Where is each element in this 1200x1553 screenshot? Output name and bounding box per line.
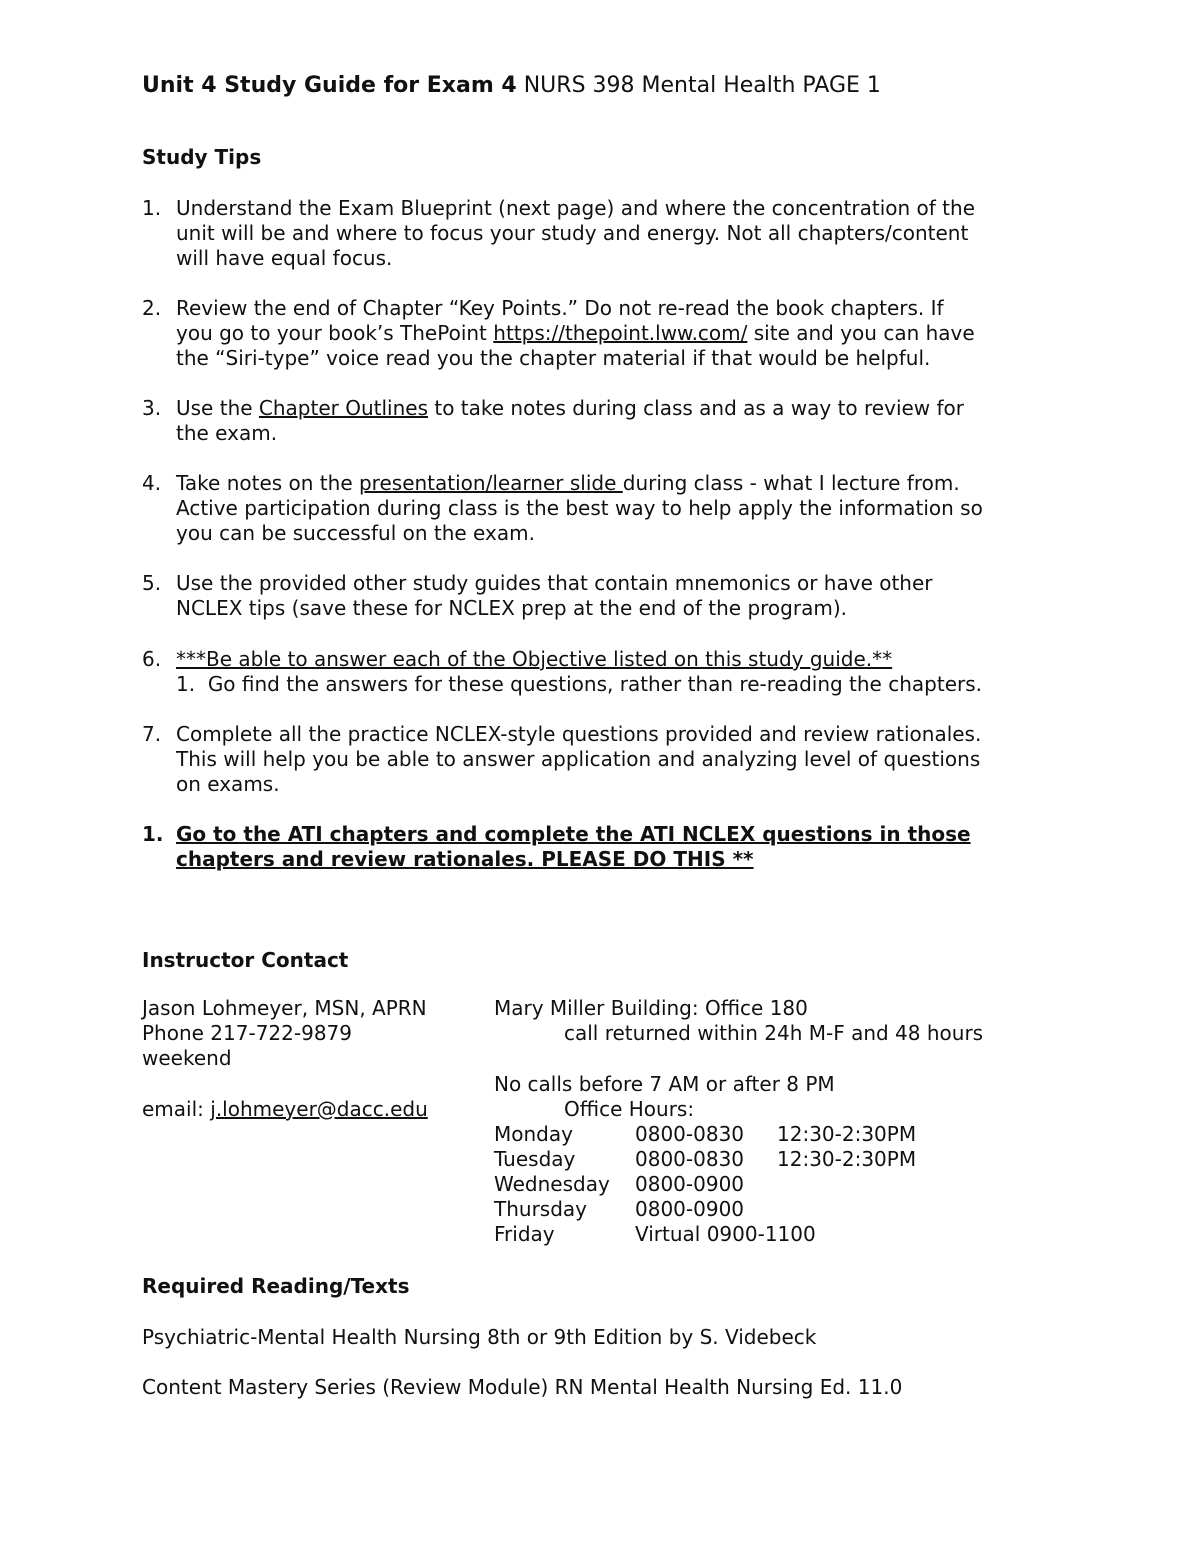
tip-number: 6. bbox=[142, 647, 162, 671]
tip-line bbox=[176, 321, 1057, 346]
reading-text-2: Content Mastery Series (Review Module) RN Mental Health Nursing Ed. 11.0 bbox=[142, 1375, 903, 1399]
office-hours-label: Office Hours: bbox=[564, 1097, 695, 1121]
tip-line: NCLEX tips (save these for NCLEX prep at the end of the program). bbox=[176, 596, 847, 620]
tip-line: Go to the ATI chapters and complete the ATI NCLEX questions in those bbox=[176, 822, 971, 846]
study-tip-4 bbox=[142, 471, 1057, 546]
thepoint-link[interactable]: https://thepoint.lww.com/ bbox=[493, 321, 748, 345]
hours-slot-1: Virtual 0900-1100 bbox=[635, 1222, 816, 1246]
hours-day: Tuesday bbox=[494, 1147, 576, 1171]
tip-line bbox=[176, 471, 1057, 496]
study-tip-7 bbox=[142, 722, 1057, 797]
title-bold: Unit 4 Study Guide for Exam 4 bbox=[142, 73, 517, 98]
email-label: email: bbox=[142, 1097, 211, 1121]
email-link[interactable]: j.lohmeyer@dacc.edu bbox=[210, 1097, 428, 1121]
hours-slot-1: 0800-0830 bbox=[635, 1147, 745, 1171]
tip-line: will have equal focus. bbox=[176, 246, 393, 270]
tip-line: Complete all the practice NCLEX-style questions provided and review rationales. bbox=[176, 722, 982, 746]
study-tip-3 bbox=[142, 396, 1057, 446]
tip-line: the exam. bbox=[176, 421, 278, 445]
tip-line: on exams. bbox=[176, 772, 280, 796]
tip-number: 1. bbox=[142, 196, 162, 220]
tip-line: you can be successful on the exam. bbox=[176, 521, 535, 545]
study-tip-2 bbox=[142, 296, 1057, 371]
tip-text: Take notes on the bbox=[176, 471, 359, 495]
tip-line: chapters and review rationales. PLEASE DO THIS ** bbox=[176, 847, 754, 871]
study-tip-1 bbox=[142, 196, 1057, 271]
reading-text-1: Psychiatric-Mental Health Nursing 8th or 9th Edition by S. Videbeck bbox=[142, 1325, 817, 1349]
tip-line: Use the provided other study guides that contain mnemonics or have other bbox=[176, 571, 933, 595]
instructor-name: Jason Lohmeyer, MSN, APRN bbox=[142, 996, 427, 1020]
title-rest: NURS 398 Mental Health PAGE 1 bbox=[516, 73, 881, 98]
hours-day: Monday bbox=[494, 1122, 573, 1146]
tip-number: 3. bbox=[142, 396, 162, 420]
chapter-outlines-link[interactable]: Chapter Outlines bbox=[258, 396, 428, 420]
presentation-slide-link[interactable]: presentation/learner slide bbox=[358, 471, 623, 495]
call-returned-note: call returned within 24h M-F and 48 hours bbox=[564, 1021, 984, 1045]
tip-line: the “Siri-type” voice read you the chapter material if that would be helpful. bbox=[176, 346, 931, 370]
office-location: Mary Miller Building: Office 180 bbox=[494, 996, 808, 1020]
tip-number: 5. bbox=[142, 571, 162, 595]
tip-line: Understand the Exam Blueprint (next page) and where the concentration of the bbox=[176, 196, 975, 220]
tip-number: 4. bbox=[142, 471, 162, 495]
study-tip-5 bbox=[142, 571, 1057, 621]
tip-number: 1. bbox=[142, 822, 164, 846]
instructor-phone: Phone 217-722-9879 bbox=[142, 1021, 352, 1045]
instructor-weekend: weekend bbox=[142, 1046, 232, 1070]
tip-line bbox=[176, 396, 1057, 421]
tip-text: Use the bbox=[176, 396, 259, 420]
tip-number: 2. bbox=[142, 296, 162, 320]
tip-line: ***Be able to answer each of the Objective listed on this study guide.** bbox=[176, 647, 893, 671]
hours-slot-1: 0800-0830 bbox=[635, 1122, 745, 1146]
sub-tip-text: Go find the answers for these questions, rather than re-reading the chapters. bbox=[207, 672, 982, 696]
hours-day: Wednesday bbox=[494, 1172, 610, 1196]
hours-day: Friday bbox=[494, 1222, 555, 1246]
required-reading-heading: Required Reading/Texts bbox=[142, 1274, 410, 1298]
tip-number: 7. bbox=[142, 722, 162, 746]
study-tip-ati bbox=[142, 822, 1057, 872]
tip-line: Review the end of Chapter “Key Points.” Do not re-read the book chapters. If bbox=[176, 296, 944, 320]
tip-line: Active participation during class is the best way to help apply the information so bbox=[176, 496, 983, 520]
instructor-email-line bbox=[142, 1097, 428, 1122]
hours-slot-2: 12:30-2:30PM bbox=[777, 1147, 917, 1171]
tip-text: site and you can have bbox=[747, 321, 975, 345]
study-tip-6 bbox=[142, 647, 1057, 697]
hours-slot-1: 0800-0900 bbox=[635, 1197, 745, 1221]
hours-slot-1: 0800-0900 bbox=[635, 1172, 745, 1196]
tip-line: This will help you be able to answer application and analyzing level of questions bbox=[176, 747, 981, 771]
hours-slot-2: 12:30-2:30PM bbox=[777, 1122, 917, 1146]
sub-tip-line bbox=[176, 672, 1057, 697]
tip-text: to take notes during class and as a way to review for bbox=[428, 396, 965, 420]
tip-line: unit will be and where to focus your study and energy. Not all chapters/content bbox=[176, 221, 969, 245]
page-title bbox=[142, 72, 881, 100]
study-tips-heading: Study Tips bbox=[142, 145, 262, 169]
no-calls-note: No calls before 7 AM or after 8 PM bbox=[494, 1072, 835, 1096]
hours-day: Thursday bbox=[494, 1197, 587, 1221]
tip-text: you go to your book’s ThePoint bbox=[176, 321, 494, 345]
instructor-contact-heading: Instructor Contact bbox=[142, 948, 349, 972]
sub-tip-number: 1. bbox=[176, 672, 196, 696]
tip-text: during class - what I lecture from. bbox=[622, 471, 960, 495]
